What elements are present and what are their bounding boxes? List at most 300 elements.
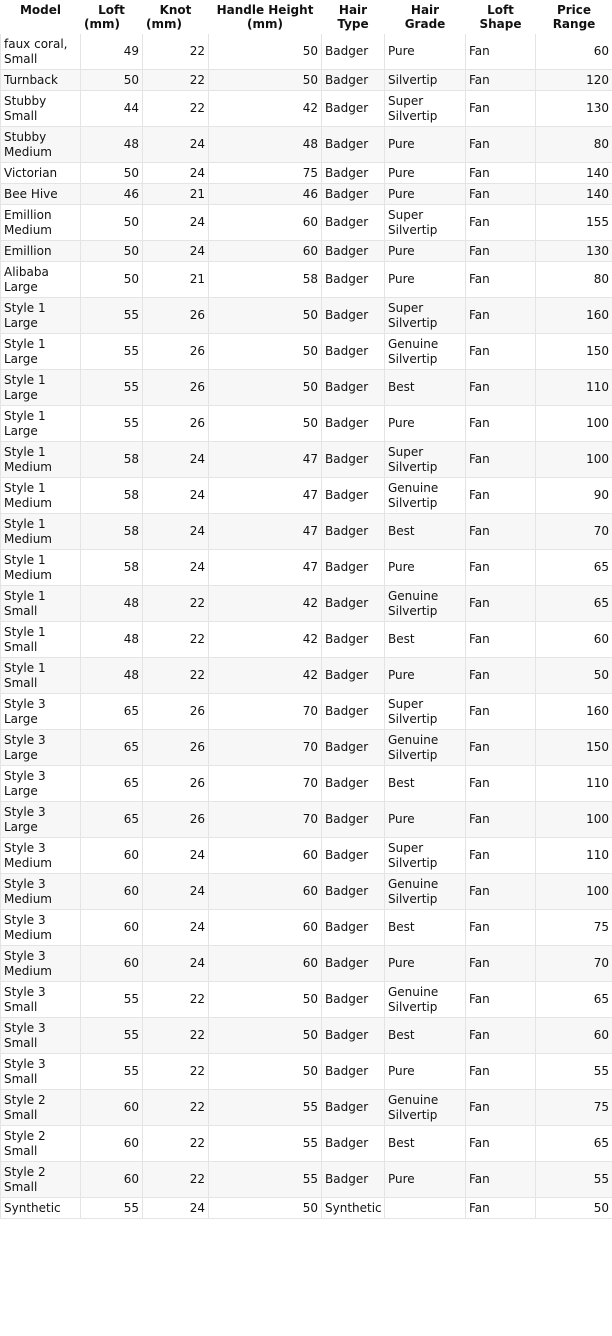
cell-knot: 24 bbox=[143, 874, 209, 910]
header-price-range: Price Range bbox=[536, 1, 612, 34]
cell-loft-shape: Fan bbox=[466, 184, 536, 205]
table-row bbox=[1, 982, 612, 1018]
model-line: Large bbox=[4, 351, 38, 366]
cell-model bbox=[1, 1126, 81, 1162]
model-line: Small bbox=[4, 108, 38, 123]
cell-loft: 65 bbox=[81, 766, 143, 802]
model-line: Style 3 bbox=[4, 949, 46, 963]
grade-line: Pure bbox=[388, 956, 415, 971]
cell-hair-type: Badger bbox=[322, 730, 385, 766]
cell-loft: 55 bbox=[81, 370, 143, 406]
cell-knot: 24 bbox=[143, 946, 209, 982]
grade-line: Genuine bbox=[388, 733, 439, 747]
cell-loft-shape: Fan bbox=[466, 622, 536, 658]
cell-knot: 24 bbox=[143, 442, 209, 478]
cell-hair-type: Badger bbox=[322, 298, 385, 334]
cell-price-range: 100 bbox=[536, 802, 612, 838]
cell-knot: 24 bbox=[143, 241, 209, 262]
cell-hair-grade bbox=[385, 334, 466, 370]
model-line: Style 2 bbox=[4, 1165, 46, 1179]
cell-price-range: 55 bbox=[536, 1162, 612, 1198]
model-line: Victorian bbox=[4, 165, 58, 180]
cell-model bbox=[1, 334, 81, 370]
cell-loft: 65 bbox=[81, 730, 143, 766]
grade-line: Super bbox=[388, 445, 424, 459]
cell-hair-type: Badger bbox=[322, 406, 385, 442]
cell-handle-height: 42 bbox=[209, 91, 322, 127]
cell-model bbox=[1, 694, 81, 730]
grade-line: Silvertip bbox=[388, 495, 438, 510]
grade-line: Silvertip bbox=[388, 855, 438, 870]
grade-line: Pure bbox=[388, 812, 415, 827]
cell-price-range: 130 bbox=[536, 91, 612, 127]
table-row bbox=[1, 406, 612, 442]
header-loft: Loft (mm) bbox=[81, 1, 143, 34]
cell-loft: 58 bbox=[81, 478, 143, 514]
table-row bbox=[1, 1126, 612, 1162]
cell-hair-grade bbox=[385, 1162, 466, 1198]
cell-hair-grade bbox=[385, 730, 466, 766]
cell-model bbox=[1, 127, 81, 163]
cell-handle-height: 58 bbox=[209, 262, 322, 298]
cell-hair-grade bbox=[385, 982, 466, 1018]
cell-price-range: 65 bbox=[536, 1126, 612, 1162]
table-body bbox=[1, 34, 612, 1219]
cell-price-range: 100 bbox=[536, 442, 612, 478]
model-line: Style 2 bbox=[4, 1093, 46, 1107]
cell-knot: 24 bbox=[143, 163, 209, 184]
table-row bbox=[1, 730, 612, 766]
cell-loft-shape: Fan bbox=[466, 1090, 536, 1126]
table-row bbox=[1, 946, 612, 982]
cell-handle-height: 70 bbox=[209, 694, 322, 730]
cell-loft: 46 bbox=[81, 184, 143, 205]
cell-knot: 26 bbox=[143, 406, 209, 442]
table-row bbox=[1, 205, 612, 241]
cell-handle-height: 42 bbox=[209, 586, 322, 622]
cell-handle-height: 55 bbox=[209, 1126, 322, 1162]
cell-hair-type: Badger bbox=[322, 658, 385, 694]
model-line: Style 3 bbox=[4, 1057, 46, 1071]
cell-model bbox=[1, 550, 81, 586]
cell-loft-shape: Fan bbox=[466, 334, 536, 370]
cell-loft: 48 bbox=[81, 658, 143, 694]
table-row bbox=[1, 1090, 612, 1126]
cell-loft: 48 bbox=[81, 622, 143, 658]
grade-line: Genuine bbox=[388, 1093, 439, 1107]
cell-hair-grade bbox=[385, 838, 466, 874]
model-line: Alibaba bbox=[4, 265, 49, 279]
cell-handle-height: 47 bbox=[209, 478, 322, 514]
cell-model bbox=[1, 586, 81, 622]
cell-loft: 48 bbox=[81, 586, 143, 622]
cell-knot: 22 bbox=[143, 91, 209, 127]
cell-handle-height: 50 bbox=[209, 370, 322, 406]
cell-loft-shape: Fan bbox=[466, 766, 536, 802]
grade-line: Genuine bbox=[388, 985, 439, 999]
grade-line: Pure bbox=[388, 668, 415, 683]
grade-line: Silvertip bbox=[388, 999, 438, 1014]
cell-hair-type: Badger bbox=[322, 802, 385, 838]
cell-model bbox=[1, 298, 81, 334]
cell-hair-type: Badger bbox=[322, 1162, 385, 1198]
cell-hair-type: Badger bbox=[322, 91, 385, 127]
cell-hair-grade bbox=[385, 478, 466, 514]
cell-hair-grade bbox=[385, 70, 466, 91]
header-hair-type: Hair Type bbox=[322, 1, 385, 34]
cell-handle-height: 75 bbox=[209, 163, 322, 184]
model-line: Large bbox=[4, 315, 38, 330]
cell-handle-height: 50 bbox=[209, 298, 322, 334]
cell-model bbox=[1, 478, 81, 514]
cell-hair-type: Badger bbox=[322, 910, 385, 946]
cell-hair-grade bbox=[385, 34, 466, 70]
table-row bbox=[1, 874, 612, 910]
cell-loft-shape: Fan bbox=[466, 982, 536, 1018]
grade-line: Genuine bbox=[388, 589, 439, 603]
model-line: Small bbox=[4, 1179, 38, 1194]
table-row bbox=[1, 1198, 612, 1219]
cell-knot: 26 bbox=[143, 802, 209, 838]
table-row bbox=[1, 298, 612, 334]
cell-knot: 21 bbox=[143, 262, 209, 298]
cell-hair-grade bbox=[385, 1198, 466, 1219]
grade-line: Super bbox=[388, 208, 424, 222]
cell-model bbox=[1, 910, 81, 946]
cell-price-range: 140 bbox=[536, 163, 612, 184]
cell-model bbox=[1, 1090, 81, 1126]
grade-line: Super bbox=[388, 841, 424, 855]
cell-loft-shape: Fan bbox=[466, 874, 536, 910]
model-line: Style 1 bbox=[4, 301, 46, 315]
grade-line: Pure bbox=[388, 137, 415, 152]
grade-line: Pure bbox=[388, 44, 415, 59]
cell-hair-grade bbox=[385, 298, 466, 334]
model-line: Large bbox=[4, 711, 38, 726]
cell-hair-type: Badger bbox=[322, 874, 385, 910]
cell-loft: 65 bbox=[81, 802, 143, 838]
cell-hair-type: Badger bbox=[322, 163, 385, 184]
cell-loft: 55 bbox=[81, 298, 143, 334]
cell-hair-grade bbox=[385, 91, 466, 127]
cell-hair-type: Badger bbox=[322, 34, 385, 70]
cell-model bbox=[1, 370, 81, 406]
cell-model bbox=[1, 406, 81, 442]
cell-price-range: 60 bbox=[536, 1018, 612, 1054]
cell-loft-shape: Fan bbox=[466, 658, 536, 694]
cell-hair-grade bbox=[385, 1126, 466, 1162]
cell-knot: 22 bbox=[143, 70, 209, 91]
grade-line: Silvertip bbox=[388, 351, 438, 366]
model-line: Stubby bbox=[4, 94, 47, 108]
model-line: Medium bbox=[4, 927, 52, 942]
cell-handle-height: 50 bbox=[209, 70, 322, 91]
cell-model bbox=[1, 241, 81, 262]
grade-line: Genuine bbox=[388, 337, 439, 351]
cell-hair-type: Badger bbox=[322, 1018, 385, 1054]
cell-handle-height: 50 bbox=[209, 1018, 322, 1054]
cell-handle-height: 42 bbox=[209, 658, 322, 694]
cell-model bbox=[1, 442, 81, 478]
cell-knot: 24 bbox=[143, 550, 209, 586]
cell-model bbox=[1, 205, 81, 241]
cell-model bbox=[1, 1162, 81, 1198]
cell-hair-grade bbox=[385, 550, 466, 586]
cell-knot: 21 bbox=[143, 184, 209, 205]
cell-loft: 55 bbox=[81, 334, 143, 370]
table-row bbox=[1, 838, 612, 874]
cell-loft: 60 bbox=[81, 910, 143, 946]
cell-knot: 26 bbox=[143, 334, 209, 370]
cell-hair-grade bbox=[385, 406, 466, 442]
table-row bbox=[1, 127, 612, 163]
cell-hair-type: Badger bbox=[322, 262, 385, 298]
cell-hair-grade bbox=[385, 127, 466, 163]
model-line: Style 1 bbox=[4, 337, 46, 351]
cell-handle-height: 60 bbox=[209, 241, 322, 262]
model-line: Large bbox=[4, 747, 38, 762]
grade-line: Pure bbox=[388, 560, 415, 575]
cell-handle-height: 70 bbox=[209, 802, 322, 838]
model-line: Medium bbox=[4, 144, 52, 159]
cell-model bbox=[1, 874, 81, 910]
grade-line: Super bbox=[388, 697, 424, 711]
model-line: Style 3 bbox=[4, 733, 46, 747]
grade-line: Best bbox=[388, 524, 415, 539]
cell-hair-type: Badger bbox=[322, 70, 385, 91]
cell-price-range: 75 bbox=[536, 910, 612, 946]
cell-price-range: 55 bbox=[536, 1054, 612, 1090]
cell-loft-shape: Fan bbox=[466, 478, 536, 514]
model-line: Small bbox=[4, 603, 38, 618]
table-row bbox=[1, 910, 612, 946]
cell-knot: 24 bbox=[143, 838, 209, 874]
cell-price-range: 70 bbox=[536, 946, 612, 982]
cell-handle-height: 50 bbox=[209, 334, 322, 370]
cell-hair-grade bbox=[385, 370, 466, 406]
model-line: Medium bbox=[4, 531, 52, 546]
cell-price-range: 60 bbox=[536, 622, 612, 658]
cell-handle-height: 60 bbox=[209, 205, 322, 241]
cell-hair-type: Badger bbox=[322, 514, 385, 550]
cell-handle-height: 48 bbox=[209, 127, 322, 163]
cell-loft-shape: Fan bbox=[466, 298, 536, 334]
cell-model bbox=[1, 91, 81, 127]
model-line: Medium bbox=[4, 891, 52, 906]
model-line: Style 1 bbox=[4, 445, 46, 459]
cell-knot: 22 bbox=[143, 34, 209, 70]
model-line: Medium bbox=[4, 855, 52, 870]
cell-knot: 24 bbox=[143, 205, 209, 241]
grade-line: Best bbox=[388, 632, 415, 647]
cell-hair-type: Synthetic bbox=[322, 1198, 385, 1219]
header-knot: Knot (mm) bbox=[143, 1, 209, 34]
cell-hair-grade bbox=[385, 1054, 466, 1090]
cell-hair-grade bbox=[385, 802, 466, 838]
table-row bbox=[1, 622, 612, 658]
cell-hair-type: Badger bbox=[322, 241, 385, 262]
cell-model bbox=[1, 802, 81, 838]
cell-price-range: 65 bbox=[536, 586, 612, 622]
cell-loft-shape: Fan bbox=[466, 802, 536, 838]
cell-price-range: 155 bbox=[536, 205, 612, 241]
cell-loft-shape: Fan bbox=[466, 70, 536, 91]
cell-loft: 50 bbox=[81, 163, 143, 184]
table-row bbox=[1, 1054, 612, 1090]
cell-hair-grade bbox=[385, 586, 466, 622]
cell-hair-type: Badger bbox=[322, 694, 385, 730]
cell-model bbox=[1, 184, 81, 205]
cell-loft-shape: Fan bbox=[466, 838, 536, 874]
cell-knot: 22 bbox=[143, 1018, 209, 1054]
cell-loft-shape: Fan bbox=[466, 550, 536, 586]
cell-price-range: 110 bbox=[536, 838, 612, 874]
cell-model bbox=[1, 262, 81, 298]
model-line: Emillion bbox=[4, 243, 52, 258]
model-line: Small bbox=[4, 639, 38, 654]
cell-knot: 22 bbox=[143, 1090, 209, 1126]
model-line: Emillion bbox=[4, 208, 52, 222]
cell-hair-type: Badger bbox=[322, 838, 385, 874]
table-row bbox=[1, 184, 612, 205]
cell-knot: 24 bbox=[143, 478, 209, 514]
cell-loft-shape: Fan bbox=[466, 730, 536, 766]
cell-loft: 58 bbox=[81, 550, 143, 586]
cell-loft-shape: Fan bbox=[466, 127, 536, 163]
grade-line: Silvertip bbox=[388, 1107, 438, 1122]
table-row bbox=[1, 550, 612, 586]
cell-loft: 60 bbox=[81, 1126, 143, 1162]
model-line: Medium bbox=[4, 459, 52, 474]
cell-price-range: 65 bbox=[536, 982, 612, 1018]
cell-hair-type: Badger bbox=[322, 622, 385, 658]
grade-line: Silvertip bbox=[388, 459, 438, 474]
header-row bbox=[1, 1, 612, 34]
cell-model bbox=[1, 622, 81, 658]
cell-handle-height: 47 bbox=[209, 442, 322, 478]
cell-loft-shape: Fan bbox=[466, 1162, 536, 1198]
model-line: Style 3 bbox=[4, 697, 46, 711]
model-line: Style 1 bbox=[4, 589, 46, 603]
model-line: Small bbox=[4, 1035, 38, 1050]
table-row bbox=[1, 802, 612, 838]
cell-loft-shape: Fan bbox=[466, 262, 536, 298]
cell-loft-shape: Fan bbox=[466, 34, 536, 70]
grade-line: Silvertip bbox=[388, 108, 438, 123]
grade-line: Super bbox=[388, 94, 424, 108]
cell-loft: 60 bbox=[81, 1090, 143, 1126]
model-line: Style 1 bbox=[4, 625, 46, 639]
cell-loft: 65 bbox=[81, 694, 143, 730]
model-line: Style 1 bbox=[4, 481, 46, 495]
cell-loft-shape: Fan bbox=[466, 694, 536, 730]
cell-hair-grade bbox=[385, 205, 466, 241]
cell-price-range: 150 bbox=[536, 334, 612, 370]
cell-loft: 55 bbox=[81, 1018, 143, 1054]
grade-line: Silvertip bbox=[388, 747, 438, 762]
cell-handle-height: 60 bbox=[209, 874, 322, 910]
grade-line: Pure bbox=[388, 186, 415, 201]
model-line: Large bbox=[4, 423, 38, 438]
cell-loft-shape: Fan bbox=[466, 910, 536, 946]
cell-knot: 26 bbox=[143, 766, 209, 802]
cell-price-range: 160 bbox=[536, 694, 612, 730]
cell-model bbox=[1, 70, 81, 91]
cell-model bbox=[1, 34, 81, 70]
cell-model bbox=[1, 658, 81, 694]
cell-handle-height: 47 bbox=[209, 550, 322, 586]
cell-handle-height: 60 bbox=[209, 910, 322, 946]
cell-model bbox=[1, 946, 81, 982]
cell-hair-grade bbox=[385, 946, 466, 982]
model-line: Small bbox=[4, 1143, 38, 1158]
cell-loft: 44 bbox=[81, 91, 143, 127]
cell-price-range: 80 bbox=[536, 262, 612, 298]
cell-hair-grade bbox=[385, 910, 466, 946]
cell-knot: 24 bbox=[143, 1198, 209, 1219]
cell-handle-height: 50 bbox=[209, 1198, 322, 1219]
table-row bbox=[1, 70, 612, 91]
header-model: Model bbox=[1, 1, 81, 34]
table-row bbox=[1, 34, 612, 70]
grade-line: Pure bbox=[388, 165, 415, 180]
cell-loft: 55 bbox=[81, 1198, 143, 1219]
cell-hair-grade bbox=[385, 874, 466, 910]
cell-loft: 55 bbox=[81, 982, 143, 1018]
table-row bbox=[1, 1162, 612, 1198]
cell-hair-type: Badger bbox=[322, 334, 385, 370]
model-line: Style 1 bbox=[4, 553, 46, 567]
cell-knot: 26 bbox=[143, 370, 209, 406]
cell-price-range: 110 bbox=[536, 370, 612, 406]
grade-line: Pure bbox=[388, 1064, 415, 1079]
cell-hair-grade bbox=[385, 1018, 466, 1054]
table-row bbox=[1, 91, 612, 127]
model-line: Style 3 bbox=[4, 913, 46, 927]
cell-loft: 48 bbox=[81, 127, 143, 163]
cell-hair-type: Badger bbox=[322, 1054, 385, 1090]
cell-price-range: 50 bbox=[536, 658, 612, 694]
cell-loft: 55 bbox=[81, 1054, 143, 1090]
model-line: Large bbox=[4, 279, 38, 294]
cell-hair-grade bbox=[385, 514, 466, 550]
table-row bbox=[1, 694, 612, 730]
cell-hair-grade bbox=[385, 1090, 466, 1126]
cell-hair-grade bbox=[385, 766, 466, 802]
cell-price-range: 100 bbox=[536, 406, 612, 442]
model-line: Style 1 bbox=[4, 661, 46, 675]
cell-loft-shape: Fan bbox=[466, 514, 536, 550]
cell-knot: 26 bbox=[143, 298, 209, 334]
cell-price-range: 50 bbox=[536, 1198, 612, 1219]
cell-loft-shape: Fan bbox=[466, 91, 536, 127]
header-loft-shape: Loft Shape bbox=[466, 1, 536, 34]
cell-loft-shape: Fan bbox=[466, 1198, 536, 1219]
cell-hair-type: Badger bbox=[322, 946, 385, 982]
cell-hair-type: Badger bbox=[322, 982, 385, 1018]
table-row bbox=[1, 334, 612, 370]
cell-loft: 50 bbox=[81, 262, 143, 298]
cell-knot: 22 bbox=[143, 622, 209, 658]
cell-handle-height: 47 bbox=[209, 514, 322, 550]
cell-loft: 58 bbox=[81, 514, 143, 550]
cell-knot: 22 bbox=[143, 658, 209, 694]
model-line: Style 3 bbox=[4, 841, 46, 855]
cell-knot: 22 bbox=[143, 1054, 209, 1090]
cell-loft-shape: Fan bbox=[466, 586, 536, 622]
cell-loft: 50 bbox=[81, 205, 143, 241]
cell-loft: 60 bbox=[81, 1162, 143, 1198]
